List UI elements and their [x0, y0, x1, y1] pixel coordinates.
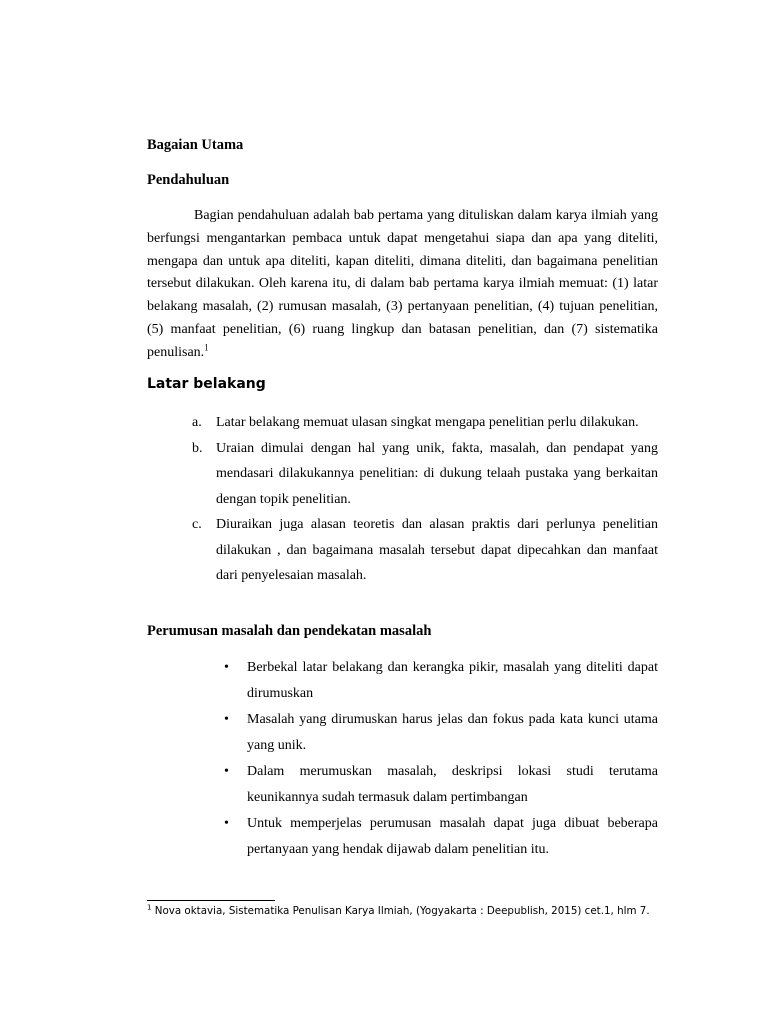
footnote [147, 905, 650, 917]
footnote-number: 1 [147, 903, 152, 912]
list-item [147, 759, 658, 811]
list-item [147, 707, 658, 759]
list-item-text: Masalah yang dirumuskan harus jelas dan fokus pada kata kunci utama yang unik. [247, 712, 658, 753]
heading-main: Bagaian Utama [147, 137, 244, 153]
heading-intro: Pendahuluan [147, 172, 230, 188]
list-item-label: b. [192, 440, 203, 456]
list-item-text: Uraian dimulai dengan hal yang unik, fakta, masalah, dan pendapat yang mendasari dilakukannya penelitian: di dukung telaah pustaka yang berkaitan dengan topik penelitian. [216, 440, 658, 507]
list-item-label: a. [192, 415, 202, 430]
footnote-text: Nova oktavia, Sistematika Penulisan Karya Ilmiah, (Yogyakarta : Deepublish, 2015) cet.1, hlm 7. [151, 905, 650, 917]
footnote-separator [147, 900, 275, 901]
footnote-ref: 1 [204, 342, 209, 353]
bullet-icon: • [224, 712, 229, 727]
list-item-text: Latar belakang memuat ulasan singkat mengapa penelitian perlu dilakukan. [216, 415, 639, 430]
list-item [147, 655, 658, 707]
list-item-text: Diuraikan juga alasan teoretis dan alasan praktis dari perlunya penelitian dilakukan , dan bagaimana masalah tersebut dapat dipecahkan dan manfaat dari penyelesaian masalah. [216, 517, 658, 583]
list-item [147, 410, 658, 436]
list-item-label: c. [192, 517, 202, 532]
background-list [147, 410, 658, 589]
heading-background: Latar belakang [147, 376, 266, 392]
list-item-text: Berbekal latar belakang dan kerangka pikir, masalah yang diteliti dapat dirumuskan [247, 660, 658, 701]
list-item-text: Untuk memperjelas perumusan masalah dapat juga dibuat beberapa pertanyaan yang hendak dijawab dalam penelitian itu. [247, 816, 658, 857]
list-item-text: Dalam merumuskan masalah, deskripsi lokasi studi terutama keunikannya sudah termasuk dalam pertimbangan [247, 764, 658, 805]
list-item [147, 811, 658, 863]
list-item [147, 436, 658, 513]
heading-problem: Perumusan masalah dan pendekatan masalah [147, 623, 432, 639]
problem-list [147, 655, 658, 863]
bullet-icon: • [224, 764, 229, 779]
list-item [147, 512, 658, 589]
bullet-icon: • [224, 816, 229, 831]
intro-paragraph [147, 205, 658, 365]
intro-paragraph-text: Bagian pendahuluan adalah bab pertama yang dituliskan dalam karya ilmiah yang berfungsi mengantarkan pembaca untuk dapat mengetahui siapa dan apa yang diteliti, mengapa dan untuk apa diteliti, kapan diteliti, dimana diteliti, dan bagaimana penelitian tersebut dilakukan. Oleh karena itu, di dalam bab pertama karya ilmiah memuat: (1) latar belakang masalah, (2) rumusan masalah, (3) pertanyaan penelitian, (4) tujuan penelitian, (5) manfaat penelitian, (6) ruang lingkup dan batasan penelitian, dan (7) sistematika penulisan. [147, 208, 658, 360]
bullet-icon: • [224, 660, 229, 675]
